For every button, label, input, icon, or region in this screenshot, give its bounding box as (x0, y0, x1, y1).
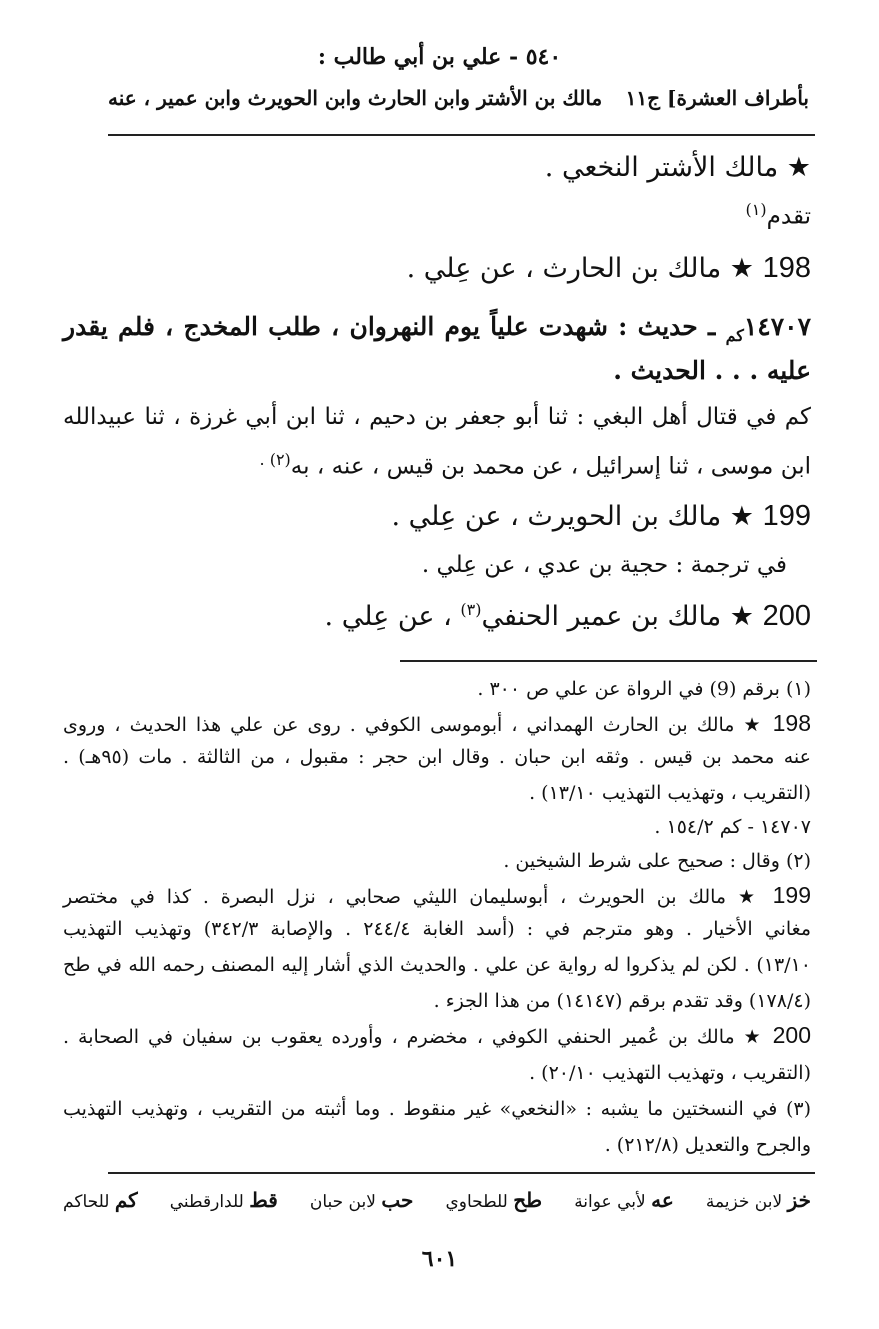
entry-199 (392, 500, 811, 533)
hadith-14707-line1 (63, 312, 811, 345)
star-icon: ★ (729, 601, 755, 632)
entry-number: 200 (762, 600, 811, 632)
ref-text: تقدم (766, 203, 811, 230)
entry-ashtar-text: مالك الأشتر النخعي . (544, 152, 779, 183)
footnote-3-line2: والجرح والتعديل (٢١٢/٨) . (604, 1134, 811, 1156)
source-line1: كم في قتال أهل البغي : ثنا أبو جعفر بن دحيم ، ثنا ابن أبي غرزة ، ثنا عبيدالله (63, 404, 811, 430)
footnote-marker: (١) (745, 200, 767, 219)
footnote-200-line2: (التقريب ، وتهذيب التهذيب ٢٠/١٠) . (529, 1062, 811, 1084)
entry-199-sub: في ترجمة : حجية بن عدي ، عن عِلي . (421, 552, 787, 578)
footnote-separator (400, 660, 817, 662)
hadith-number: $١٤٧٠٧_{كم}$ (725, 312, 811, 345)
footnote-text: مالك بن الحويرث ، أبوسليمان الليثي صحابي ، نزل البصرة . كذا في مختصر (63, 886, 727, 908)
star-icon: ★ (729, 501, 755, 532)
star-icon: ★ (743, 714, 764, 736)
page-header-book-ref: بأطراف العشرة] ج١١ (625, 86, 809, 110)
star-icon: ★ (737, 886, 761, 908)
hadith-14707-line2: عليه . . . الحديث . (613, 356, 811, 385)
footnote-2: (٢) وقال : صحيح على شرط الشيخين . (503, 850, 811, 872)
footnote-text: مالك بن الحارث الهمداني ، أبوموسى الكوفي . روى عن علي هذا الحديث ، وروى (63, 714, 735, 736)
star-icon: ★ (743, 1026, 764, 1048)
entry-200 (325, 600, 811, 633)
footnote-number: 200 (772, 1022, 811, 1048)
hadith-text: ـ حديث : شهدت علياً يوم النهروان ، طلب المخدج ، فلم يقدر (63, 312, 716, 341)
page-number: ٦٠١ (421, 1246, 458, 1272)
footnote-199-line3: ١٣/١٠) . لكن لم يذكروا له رواية عن علي . والحديث الذي أشار إليه المصنف رحمه الله في طح (63, 954, 811, 976)
legend-item: خز لابن خزيمة (705, 1188, 811, 1212)
entry-198 (407, 252, 811, 285)
legend-item: قط للدارقطني (169, 1188, 278, 1212)
header-rule (108, 134, 815, 136)
footnote-199-line1 (63, 882, 811, 909)
footnote-198-line3: (التقريب ، وتهذيب التهذيب ١٣/١٠) . (529, 782, 811, 804)
entry-199-text: مالك بن الحويرث ، عن عِلي . (391, 501, 722, 532)
entry-200-rest: ، عن عِلي . (324, 601, 461, 632)
footnote-number: 199 (772, 882, 811, 908)
page-header-subject: مالك بن الأشتر وابن الحارث وابن الحويرث وابن عمير ، عنه (108, 86, 603, 110)
footnote-text: مالك بن عُمير الحنفي الكوفي ، مخضرم ، وأورده يعقوب بن سفيان في الصحابة . (63, 1026, 735, 1048)
legend-item: طح للطحاوي (445, 1188, 543, 1212)
footnote-14707: ١٤٧٠٧ - كم ١٥٤/٢ . (654, 816, 811, 838)
star-icon: ★ (729, 253, 755, 284)
legend-item: حب لابن حبان (309, 1188, 414, 1212)
legend-item: عه لأبي عوانة (574, 1188, 674, 1212)
page-header-title: ٥٤٠ - علي بن أبي طالب : (317, 44, 562, 70)
entry-200-text: مالك بن عمير الحنفي (481, 601, 722, 632)
footnote-198-line1 (63, 710, 811, 737)
abbreviation-legend (63, 1188, 811, 1212)
legend-item: كم للحاكم (63, 1188, 138, 1212)
entry-198-text: مالك بن الحارث ، عن عِلي . (406, 253, 722, 284)
footnote-1: (١) برقم (9) في الرواة عن علي ص ٣٠٠ . (477, 678, 811, 700)
footnote-marker: (٢) . (259, 450, 291, 469)
footnote-number: 198 (772, 710, 811, 736)
source-code: كم (725, 326, 744, 345)
footnote-200-line1 (63, 1022, 811, 1049)
entry-ashtar-ref (746, 200, 811, 230)
footnote-199-line2: مغاني الأخيار . وهو مترجم في : (أسد الغابة ٢٤٤/٤ . والإصابة ٣٤٢/٣) وتهذيب التهذيب (63, 918, 811, 940)
entry-number: 198 (762, 252, 811, 284)
legend-rule (108, 1172, 815, 1174)
footnote-198-line2: عنه محمد بن قيس . وثقه ابن حبان . وقال ابن حجر : مقبول ، من الثالثة . مات (٩٥هـ) . (63, 746, 812, 768)
footnote-marker: (٣) (460, 600, 482, 619)
entry-number: 199 (762, 500, 811, 532)
footnote-3-line1: (٣) في النسختين ما يشبه : «النخعي» غير منقوط . وما أثبته من التقريب ، وتهذيب التهذيب (63, 1098, 811, 1120)
star-icon: ★ (786, 152, 811, 183)
source-line2 (260, 450, 811, 480)
entry-ashtar (545, 152, 811, 183)
footnote-199-line4: (١٧٨/٤) وقد تقدم برقم (١٤١٤٧) من هذا الجزء . (433, 990, 811, 1012)
source-text: ابن موسى ، ثنا إسرائيل ، عن محمد بن قيس ، عنه ، به (290, 453, 811, 480)
